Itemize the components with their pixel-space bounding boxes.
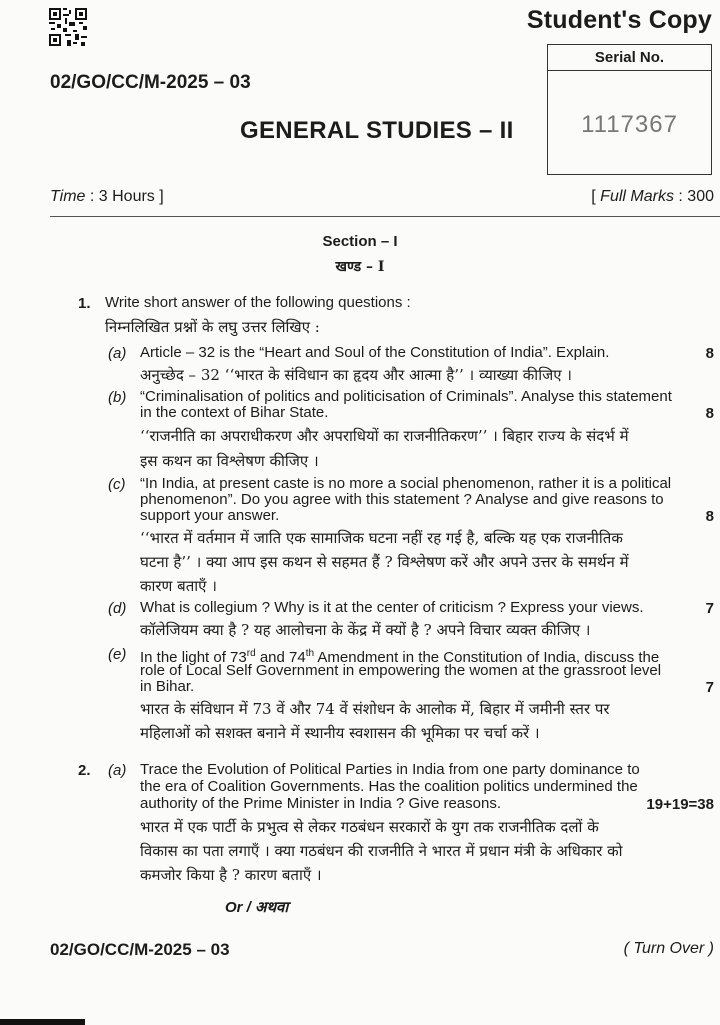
sub-question-text: “Criminalisation of politics and politicisation of Criminals”. Analyse this statement (140, 388, 672, 405)
sub-question-label: (d) (108, 600, 127, 617)
sub-question-text: role of Local Self Government in empowering the women at the grassroot level (140, 662, 662, 679)
turn-over-label: ( Turn Over ) (623, 940, 714, 957)
sub-question-text: the era of Coalition Governments. Has the coalition politics undermined the (140, 778, 638, 795)
sub-question-text-hindi: कॉलेजियम क्या है ? यह आलोचना के केंद्र में क्यों है ? अपने विचार व्यक्त कीजिए । (140, 621, 591, 639)
sub-question-text: Article – 32 is the “Heart and Soul of the Constitution of India”. Explain. (140, 344, 610, 361)
question-marks: 19+19=38 (646, 796, 714, 813)
sub-question-text-hindi: इस कथन का विश्लेषण कीजिए । (140, 452, 319, 470)
sub-question-text-hindi: भारत के संविधान में 73 वें और 74 वें संशोधन के आलोक में, बिहार में जमीनी स्तर पर (140, 700, 610, 718)
sub-question-text-hindi: महिलाओं को सशक्त बनाने में स्थानीय स्वशासन की भूमिका पर चर्चा करें । (140, 724, 540, 742)
question-marks: 8 (705, 405, 714, 422)
sub-question-text: authority of the Prime Minister in India ? Give reasons. (140, 795, 501, 812)
question-stem: Write short answer of the following questions : (105, 294, 411, 311)
sub-question-text-hindi: कमजोर किया है ? कारण बताएँ । (140, 866, 322, 884)
sub-question-text-hindi: कारण बताएँ । (140, 577, 217, 595)
time-allowed (50, 188, 164, 206)
sub-question-label: (a) (108, 345, 127, 362)
marks-bracket: [ (591, 188, 601, 205)
question-marks: 8 (705, 345, 714, 362)
question-marks: 7 (705, 679, 714, 696)
question-marks: 7 (705, 600, 714, 617)
sub-question-text: What is collegium ? Why is it at the center of criticism ? Express your views. (140, 599, 644, 616)
question-number: 1. (78, 295, 91, 312)
question-number: 2. (78, 762, 91, 779)
paper-code: 02/GO/CC/M-2025 – 03 (50, 72, 251, 93)
sub-question-text: “In India, at present caste is no more a social phenomenon, rather it is a political (140, 475, 672, 492)
serial-label: Serial No. (547, 44, 712, 71)
paper-title: GENERAL STUDIES – II (240, 117, 514, 144)
sub-question-text: in Bihar. (140, 678, 195, 695)
sub-question-text: in the context of Bihar State. (140, 404, 329, 421)
or-separator: Or / अथवा (225, 899, 289, 916)
qr-code-icon (49, 8, 87, 46)
sub-question-text: Trace the Evolution of Political Parties in India from one party dominance to (140, 761, 640, 778)
section-title-hindi: खण्ड – I (335, 259, 385, 275)
sub-question-text-hindi: ‘‘भारत में वर्तमान में जाति एक सामाजिक घटना नहीं रह गई है, बल्कि यह एक राजनीतिक (140, 529, 623, 547)
sub-question-text-hindi: ‘‘राजनीति का अपराधीकरण और अपराधियों का राजनीतिकरण’’ । बिहार राज्य के संदर्भ में (140, 427, 629, 445)
sub-question-text-hindi: घटना है’’ । क्या आप इस कथन से सहमत हैं ? विश्लेषण करें और अपने उत्तर के समर्थन में (140, 553, 629, 571)
marks-value: : 300 (678, 188, 714, 205)
sub-question-label: (b) (108, 389, 127, 406)
serial-number: 1117367 (581, 111, 678, 138)
sub-question-text: phenomenon”. Do you agree with this statement ? Analyse and give reasons to (140, 491, 664, 508)
marks-label: Full Marks (600, 188, 674, 205)
sub-question-text: In the light of 73rd and 74th Amendment in the Constitution of India, discuss the (140, 648, 660, 666)
sub-question-text-hindi: विकास का पता लगाएँ । क्या गठबंधन की राजनीति ने भारत में प्रधान मंत्री के अधिकार को (140, 842, 623, 860)
sub-question-text-hindi: भारत में एक पार्टी के प्रभुत्व से लेकर गठबंधन सरकारों के युग तक राजनीतिक दलों के (140, 818, 599, 836)
time-label: Time (50, 188, 86, 205)
time-value: : 3 Hours ] (89, 188, 164, 205)
header-divider (50, 216, 720, 217)
sub-question-text: support your answer. (140, 507, 280, 524)
students-copy-label: Student's Copy (526, 6, 712, 34)
page-edge-bar (0, 1019, 85, 1025)
question-marks: 8 (705, 508, 714, 525)
sub-question-label: (c) (108, 476, 126, 493)
question-stem-hindi: निम्नलिखित प्रश्नों के लघु उत्तर लिखिए : (105, 318, 320, 336)
full-marks (591, 188, 714, 206)
sub-question-label: (e) (108, 646, 127, 663)
footer-paper-code: 02/GO/CC/M-2025 – 03 (50, 940, 230, 959)
sub-question-label: (a) (108, 762, 127, 779)
section-title: Section – I (322, 233, 398, 250)
sub-question-text-hindi: अनुच्छेद – 32 ‘‘भारत के संविधान का हृदय और आत्मा है’’ । व्याख्या कीजिए । (140, 366, 572, 384)
